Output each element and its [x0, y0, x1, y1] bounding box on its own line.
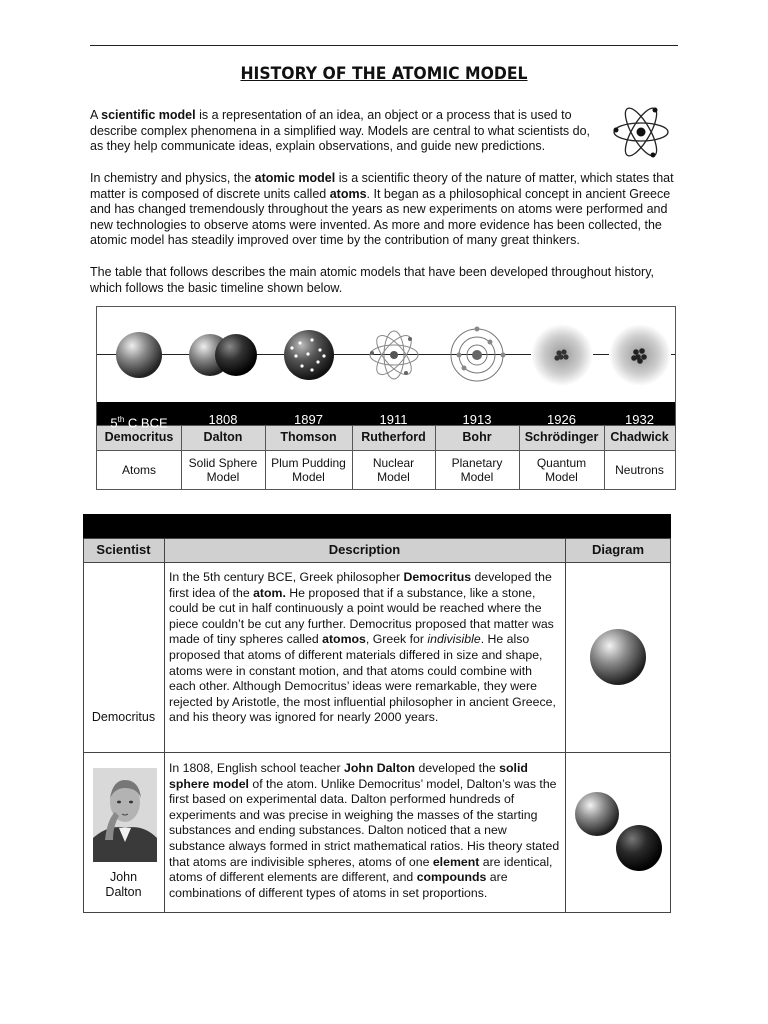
timeline-model-thomson: Plum Pudding Model	[271, 456, 346, 484]
intro-paragraph-scientific-model: A scientific model is a representation of an idea, an object or a process that is used to describe complex phenomena in a simplified way. Models are central to what scientists do, as they help communicate ideas, explain observations, and guide new predictions.	[90, 108, 591, 153]
page-title: HISTORY OF THE ATOMIC MODEL	[240, 64, 528, 84]
plum-pudding-icon	[265, 307, 352, 402]
dalton-solid-spheres-diagram	[571, 788, 667, 878]
john-dalton-portrait	[93, 768, 157, 862]
timeline-divider	[352, 425, 353, 489]
timeline-divider	[519, 425, 520, 489]
timeline-model-schrodinger: Quantum Model	[536, 456, 587, 484]
timeline-divider	[265, 425, 266, 489]
timeline-model-chadwick: Neutrons	[615, 463, 664, 477]
intro-paragraph-atomic-model: In chemistry and physics, the atomic model is a scientific theory of the nature of matter, which states that matter is composed of discrete units called atoms. It began as a philosophical concept in ancient Greece and has changed tremendously throughout the years as new experiments on atoms were performed and new technologies to observe atoms were invented. As more and more evidence has been collected, the atomic model has steadily improved over time by the contribution of many great thinkers.	[90, 171, 674, 247]
timeline-name-democritus: Democritus	[104, 430, 174, 444]
timeline-name-dalton: Dalton	[203, 430, 243, 444]
timeline-model-bohr: Planetary Model	[451, 456, 503, 484]
electron-cloud-icon	[519, 307, 604, 402]
timeline-divider	[604, 425, 605, 489]
header-description: Description	[328, 542, 401, 557]
column-divider	[565, 538, 566, 913]
description-democritus: In the 5th century BCE, Greek philosopher Democritus developed the first idea of the atom. He proposed that if a substance, like a stone, could be cut in half continuously a point would be reached where the piece couldn’t be cut any further. Democritus proposed that matter was made of tiny spheres called atomos, Greek for indivisible. He also proposed that atoms of different materials differed in size and shape, atoms were in constant motion, and that atoms could combine with each other. Although Democritus’ ideas were remarkable, they were rejected by Aristotle, the most influential philosopher in ancient Greece, and his theory was ignored for nearly 2000 years.	[169, 570, 556, 725]
column-divider	[164, 538, 165, 913]
timeline-year-rutherford: 1911	[379, 412, 408, 427]
timeline-name-thomson: Thomson	[280, 430, 337, 444]
description-dalton: In 1808, English school teacher John Dalton developed the solid sphere model of the atom. Unlike Democritus’ model, Dalton’s was the first based on experimental data. Dalton performed hundreds of experiments and was precise in weighing the masses of the starting substances and ending substances. Dalton noticed that a new substance always formed in strict mathematical ratios. His theory stated that atoms are indivisible spheres, atoms of one element are identical, atoms of different elements are different, and compounds are combinations of different types of atoms in set proportions.	[169, 761, 560, 900]
two-spheres-icon	[181, 307, 265, 402]
row-divider	[83, 752, 671, 753]
timeline-year-democritus: 5th C BCE	[110, 415, 168, 431]
timeline-divider	[435, 425, 436, 489]
atomic-model-timeline	[96, 306, 676, 490]
neutron-nucleus-icon	[604, 307, 675, 402]
planetary-shells-icon	[435, 307, 519, 402]
row-divider	[83, 562, 671, 563]
timeline-name-chadwick: Chadwick	[610, 430, 669, 444]
timeline-name-schrodinger: Schrödinger	[524, 430, 599, 444]
timeline-name-bohr: Bohr	[462, 430, 492, 444]
scientist-democritus: Democritus	[91, 710, 156, 724]
header-scientist: Scientist	[96, 542, 151, 557]
timeline-model-rutherford: Nuclear Model	[372, 456, 415, 484]
atom-icon	[611, 102, 671, 162]
intro-paragraph-timeline: The table that follows describes the main atomic models that have been developed throughout history, which follows the basic timeline shown below.	[90, 265, 654, 295]
timeline-year-bohr: 1913	[462, 412, 492, 427]
solid-sphere-icon	[97, 307, 181, 402]
timeline-image-row	[97, 307, 675, 402]
scientist-john-dalton: John Dalton	[105, 870, 142, 899]
democritus-sphere-diagram	[588, 627, 648, 687]
timeline-divider	[181, 425, 182, 489]
timeline-name-rutherford: Rutherford	[361, 430, 426, 444]
timeline-model-dalton: Solid Sphere Model	[188, 456, 258, 484]
timeline-year-thomson: 1897	[294, 412, 323, 427]
timeline-year-schrodinger: 1926	[547, 412, 576, 427]
header-diagram: Diagram	[591, 542, 645, 557]
table-title-bar	[83, 514, 671, 538]
top-rule	[90, 45, 678, 46]
timeline-model-democritus: Atoms	[121, 463, 156, 477]
timeline-year-dalton: 1808	[208, 412, 238, 427]
nuclear-orbits-icon	[352, 307, 435, 402]
timeline-year-chadwick: 1932	[625, 412, 654, 427]
